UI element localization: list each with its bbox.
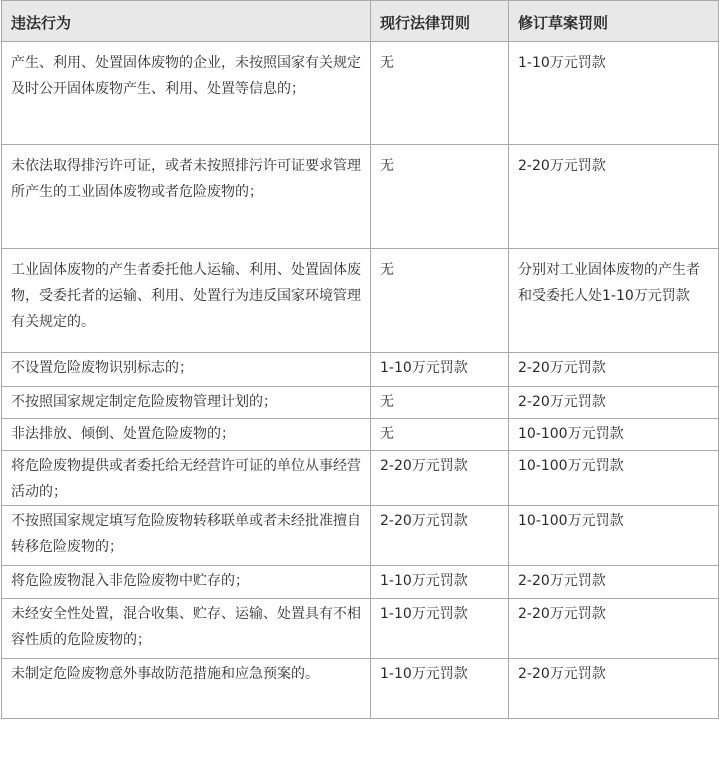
violation-cell: 非法排放、倾倒、处置危险废物的； <box>2 419 371 451</box>
header-violation: 违法行为 <box>2 1 371 42</box>
draft-cell: 2-20万元罚款 <box>509 387 719 419</box>
draft-cell: 分别对工业固体废物的产生者和受委托人处1-10万元罚款 <box>509 249 719 353</box>
table-row <box>2 42 719 145</box>
draft-cell: 10-100万元罚款 <box>509 451 719 506</box>
violation-cell: 不按照国家规定填写危险废物转移联单或者未经批准擅自转移危险废物的； <box>2 506 371 566</box>
draft-cell: 2-20万元罚款 <box>509 659 719 719</box>
violation-cell: 未依法取得排污许可证，或者未按照排污许可证要求管理所产生的工业固体废物或者危险废物的； <box>2 145 371 249</box>
current-law-cell: 1-10万元罚款 <box>371 599 509 659</box>
violation-cell: 将危险废物提供或者委托给无经营许可证的单位从事经营活动的； <box>2 451 371 506</box>
current-law-cell: 无 <box>371 42 509 145</box>
current-law-cell: 无 <box>371 145 509 249</box>
table-row <box>2 506 719 566</box>
table-row <box>2 145 719 249</box>
table-row <box>2 659 719 719</box>
violation-cell: 不按照国家规定制定危险废物管理计划的； <box>2 387 371 419</box>
header-current-law: 现行法律罚则 <box>371 1 509 42</box>
table-header <box>2 1 719 42</box>
violation-cell: 将危险废物混入非危险废物中贮存的； <box>2 566 371 599</box>
violation-cell: 未经安全性处置，混合收集、贮存、运输、处置具有不相容性质的危险废物的； <box>2 599 371 659</box>
draft-cell: 2-20万元罚款 <box>509 353 719 387</box>
table-row <box>2 419 719 451</box>
table-row <box>2 353 719 387</box>
current-law-cell: 1-10万元罚款 <box>371 659 509 719</box>
table-row <box>2 387 719 419</box>
header-draft: 修订草案罚则 <box>509 1 719 42</box>
violation-cell: 未制定危险废物意外事故防范措施和应急预案的。 <box>2 659 371 719</box>
draft-cell: 2-20万元罚款 <box>509 145 719 249</box>
current-law-cell: 1-10万元罚款 <box>371 353 509 387</box>
header-row <box>2 1 719 42</box>
penalty-comparison-table <box>1 0 719 719</box>
violation-cell: 工业固体废物的产生者委托他人运输、利用、处置固体废物，受委托者的运输、利用、处置行为违反国家环境管理有关规定的。 <box>2 249 371 353</box>
table-row <box>2 566 719 599</box>
violation-cell: 不设置危险废物识别标志的； <box>2 353 371 387</box>
violation-cell: 产生、利用、处置固体废物的企业，未按照国家有关规定及时公开固体废物产生、利用、处置等信息的； <box>2 42 371 145</box>
draft-cell: 10-100万元罚款 <box>509 419 719 451</box>
draft-cell: 2-20万元罚款 <box>509 599 719 659</box>
table-row <box>2 249 719 353</box>
draft-cell: 2-20万元罚款 <box>509 566 719 599</box>
current-law-cell: 1-10万元罚款 <box>371 566 509 599</box>
current-law-cell: 2-20万元罚款 <box>371 506 509 566</box>
current-law-cell: 无 <box>371 249 509 353</box>
table-row <box>2 451 719 506</box>
current-law-cell: 无 <box>371 419 509 451</box>
draft-cell: 10-100万元罚款 <box>509 506 719 566</box>
current-law-cell: 2-20万元罚款 <box>371 451 509 506</box>
table-row <box>2 599 719 659</box>
table-body <box>2 42 719 719</box>
draft-cell: 1-10万元罚款 <box>509 42 719 145</box>
current-law-cell: 无 <box>371 387 509 419</box>
